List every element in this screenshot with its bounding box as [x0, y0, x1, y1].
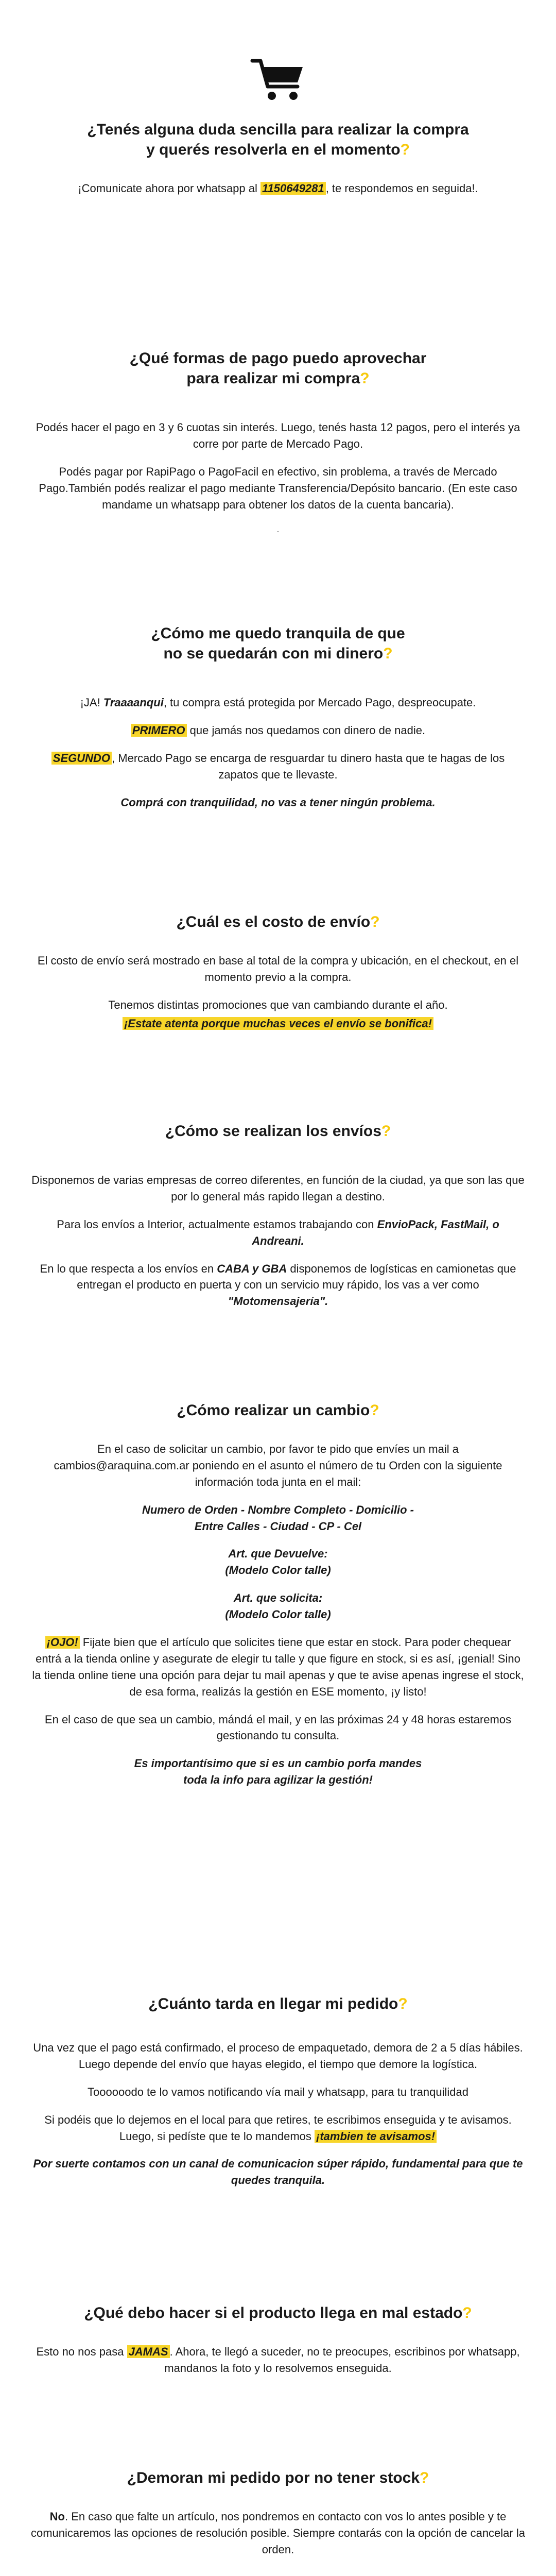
money-safety-p3: SEGUNDO , Mercado Pago se encarga de resguardar tu dinero hasta que te hagas de los zapatos que te llevaste.	[31, 750, 525, 783]
section-exchange	[31, 1400, 525, 1800]
delivery-time-p1: Una vez que el pago está confirmado, el proceso de empaquetado, demora de 2 a 5 días hábiles. Luego depende del envío que hayas elegido, el tiempo que demore la logística.	[33, 2041, 523, 2071]
section-stock-delay	[31, 2468, 525, 2569]
section-money-safety	[31, 623, 525, 822]
payment-installments-text: Podés hacer el pago en 3 y 6 cuotas sin interés. Luego, tenés hasta 12 pagos, pero el interés ya corre por parte de Mercado Pago.	[36, 421, 520, 450]
section-shipping-cost	[31, 912, 525, 1043]
exchange-title: ¿Cómo realizar un cambio?	[177, 1402, 379, 1419]
money-safety-p2: PRIMERO que jamás nos quedamos con dinero de nadie.	[31, 722, 525, 739]
section-shipping-methods	[31, 1121, 525, 1321]
exchange-timing: En el caso de que sea un cambio, mándá el mail, y en las próximas 24 y 48 horas estaremos gestionando tu consulta.	[44, 1713, 512, 1742]
exchange-requested-item: Art. que solicita: (Modelo Color talle)	[225, 1591, 331, 1621]
section-damaged-product	[31, 2303, 525, 2388]
exchange-returned-item: Art. que Devuelve: (Modelo Color talle)	[225, 1547, 331, 1577]
shipping-cost-title: ¿Cuál es el costo de envío?	[176, 913, 380, 930]
stock-delay-p1: No. En caso que falte un artículo, nos pondremos en contacto con vos lo antes posible y te comunicaremos las opciones de resolución posible. Siempre contarás con la opción de cancelar la orden.	[31, 2510, 525, 2556]
section-quick-question	[31, 120, 525, 208]
phone-number[interactable]: 1150649281	[260, 182, 326, 195]
cart-icon	[250, 57, 306, 102]
delivery-time-p2: Toooooodo te lo vamos notificando vía mail y whatsapp, para tu tranquilidad	[88, 2085, 468, 2098]
section-payment-methods	[31, 348, 525, 548]
shipping-methods-p1: Disponemos de varias empresas de correo diferentes, en función de la ciudad, ya que son las que por lo general más rapido llegan a destino.	[31, 1174, 525, 1203]
section-delivery-time	[31, 1994, 525, 2200]
money-safety-p4: Comprá con tranquilidad, no vas a tener ningún problema.	[120, 795, 436, 809]
money-safety-p1: ¡JA! Traaaanqui, tu compra está protegida por Mercado Pago, despreocupate.	[80, 696, 476, 709]
exchange-warning: ¡OJO! Fijate bien que el artículo que solicites tiene que estar en stock. Para poder chequear entrá a la tienda online y asegurate de elegir tu talle y que figure en stock, si es así, ¡genial! Sino la tienda online tiene una opción para dejar tu mail apenas y que te avise apenas ingrese el stock, de esa forma, realizás la gestión en ESE momento, ¡y listo!	[32, 1636, 524, 1698]
delivery-time-p4: Por suerte contamos con un canal de comunicacion súper rápido, fundamental para que te quedes tranquila.	[33, 2157, 523, 2187]
payment-dot: .	[276, 526, 280, 535]
shipping-methods-p3: En lo que respecta a los envíos en CABA y GBA disponemos de logísticas en camionetas que entregan el producto en puerta y con un servicio muy rápido, los vas a ver como "Motomensajería".	[40, 1262, 516, 1308]
stock-delay-title: ¿Demoran mi pedido por no tener stock?	[127, 2469, 429, 2486]
delivery-time-title: ¿Cuánto tarda en llegar mi pedido?	[148, 1995, 408, 2012]
shipping-methods-p2: Para los envíos a Interior, actualmente estamos trabajando con EnvioPack, FastMail, o Andreani.	[57, 1217, 499, 1247]
payment-methods-title: ¿Qué formas de pago puedo aprovechar para realizar mi compra?	[129, 350, 427, 387]
shipping-cost-p1: El costo de envío será mostrado en base al total de la compra y ubicación, en el checkout, en el momento previo a la compra.	[37, 954, 519, 984]
shipping-methods-title: ¿Cómo se realizan los envíos?	[165, 1123, 391, 1140]
money-safety-title: ¿Cómo me quedo tranquila de que no se quedarán con mi dinero?	[151, 625, 405, 662]
exchange-p1: En el caso de solicitar un cambio, por favor te pido que envíes un mail a cambios@araquina.com.ar poniendo en el asunto el número de tu Orden con la siguiente información toda junta en el mail:	[54, 1443, 502, 1488]
payment-cash-transfer-text: Podés pagar por RapiPago o PagoFacil en efectivo, sin problema, a través de Mercado Pago.También podés realizar el pago mediante Transferencia/Depósito bancario. (En este caso mandame un whatsapp para obtener los datos de la cuenta bancaria).	[39, 465, 517, 511]
quick-question-text: ¡Comunicate ahora por whatsapp al 1150649281 , te respondemos en seguida!.	[78, 182, 478, 195]
delivery-time-p3: Si podéis que lo dejemos en el local para que retires, te escribimos enseguida y te avisamos. Luego, si pedíste que te lo mandemos ¡tambien te avisamos!	[44, 2113, 512, 2143]
damaged-product-p1: Esto no nos pasa JAMAS . Ahora, te llegó a suceder, no te preocupes, escribinos por whatsapp, mandanos la foto y lo resolvemos enseguida.	[36, 2345, 520, 2375]
exchange-important: Es importantísimo que si es un cambio porfa mandes toda la info para agilizar la gestión!	[134, 1757, 422, 1787]
quick-question-title: ¿Tenés alguna duda sencilla para realizar la compra y querés resolverla en el momento?	[87, 121, 469, 158]
shipping-cost-p2: Tenemos distintas promociones que van cambiando durante el año.	[108, 998, 448, 1011]
shipping-cost-p3: ¡Estate atenta porque muchas veces el envío se bonifica!	[31, 1015, 525, 1032]
damaged-product-title: ¿Qué debo hacer si el producto llega en mal estado?	[84, 2304, 472, 2321]
exchange-fields: Numero de Orden - Nombre Completo - Domicilio - Entre Calles - Ciudad - CP - Cel	[142, 1503, 414, 1533]
